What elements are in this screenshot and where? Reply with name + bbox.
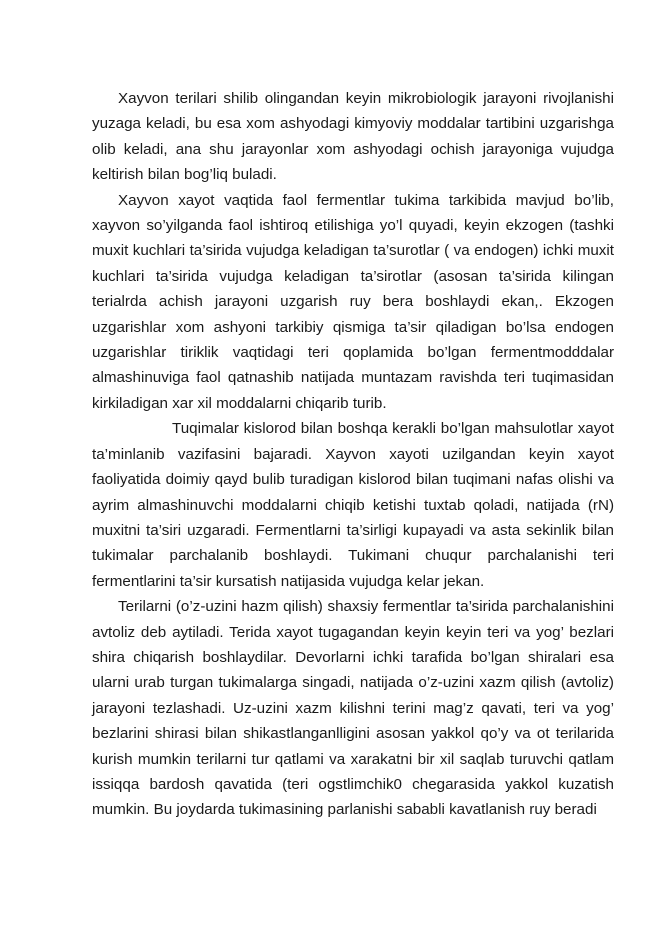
paragraph-3: Tuqimalar kislorod bilan boshqa kerakli bo’lgan mahsulotlar xayot ta’minlanib vazifasini bajaradi. Xayvon xayoti uzilgandan keyin xayot faoliyatida doimiy qayd bulib turadigan kislorod bilan tuqimani nafas olishi va ayrim almashinuvchi moddalarni chiqib ketishi tuxtab qoladi, natijada (rN) muxitni ta’siri uzgaradi. Fermentlarni ta’sirligi kupayadi va asta sekinlik bilan tukimalar parchalanib boshlaydi. Tukimani chuqur parchalanishi teri fermentlarini ta’sir kursatish natijasida vujudga kelar jekan. — [92, 420, 614, 590]
paragraph-2: Xayvon xayot vaqtida faol fermentlar tukima tarkibida mavjud bo’lib, xayvon so’yilganda faol ishtiroq etilishiga yo’l quyadi, keyin ekzogen (tashki muxit kuchlari ta’sirida vujudga keladigan ta’surotlar ( va endogen) ichki muxit kuchlari ta’sirida vujudga keladigan ta’sirotlar (asosan ta’sirida kilingan terialrda achish jarayoni uzgarish ruy bera boshlaydi ekan,. Ekzogen uzgarishlar xom ashyoni tarkibiy qismiga ta’sir qiladigan bo’lsa endogen uzgarishlar tiriklik vaqtidagi teri qoplamida bo’lgan fermentmodddalar almashinuviga faol qatnashib natijada muntazam ravishda teri tuqimasidan kirkiladigan xar xil moddalarni chiqarib turib. — [92, 191, 614, 412]
paragraph-4: Terilarni (o’z-uzini hazm qilish) shaxsiy fermentlar ta’sirida parchalanishini avtoliz deb aytiladi. Terida xayot tugagandan keyin keyin teri va yog’ bezlari shira chiqarish boshlaydilar. Devorlarni ichki tarafida bo’lgan shiralari esa ularni urab turgan tukimalarga singadi, natijada o’z-uzini xazm qilish (avtoliz) jarayoni tezlashadi. Uz-uzini xazm kilishni terini mag’z qavati, teri va yog’ bezlarini shirasi bilan shikastlanganlligini asosan yakkol qo’y va ot terilarida kurish mumkin terilarni tur qatlami va xarakatni bir xil saqlab turuvchi qatlam issiqqa bardosh qavatida (teri ogstlimchik0 chegarasida yakkol kuzatish mumkin. Bu joydarda tukimasining parlanishi sababli kavatlanish ruy beradi — [92, 598, 614, 819]
document-body — [92, 86, 614, 823]
paragraph-1: Xayvon terilari shilib olingandan keyin mikrobiologik jarayoni rivojlanishi yuzaga keladi, bu esa xom ashyodagi kimyoviy moddalar tartibini uzgarishga olib keladi, ana shu jarayonlar xom ashyodagi ochish jarayoniga vujudga keltirish bilan bog’liq buladi. — [92, 90, 614, 184]
